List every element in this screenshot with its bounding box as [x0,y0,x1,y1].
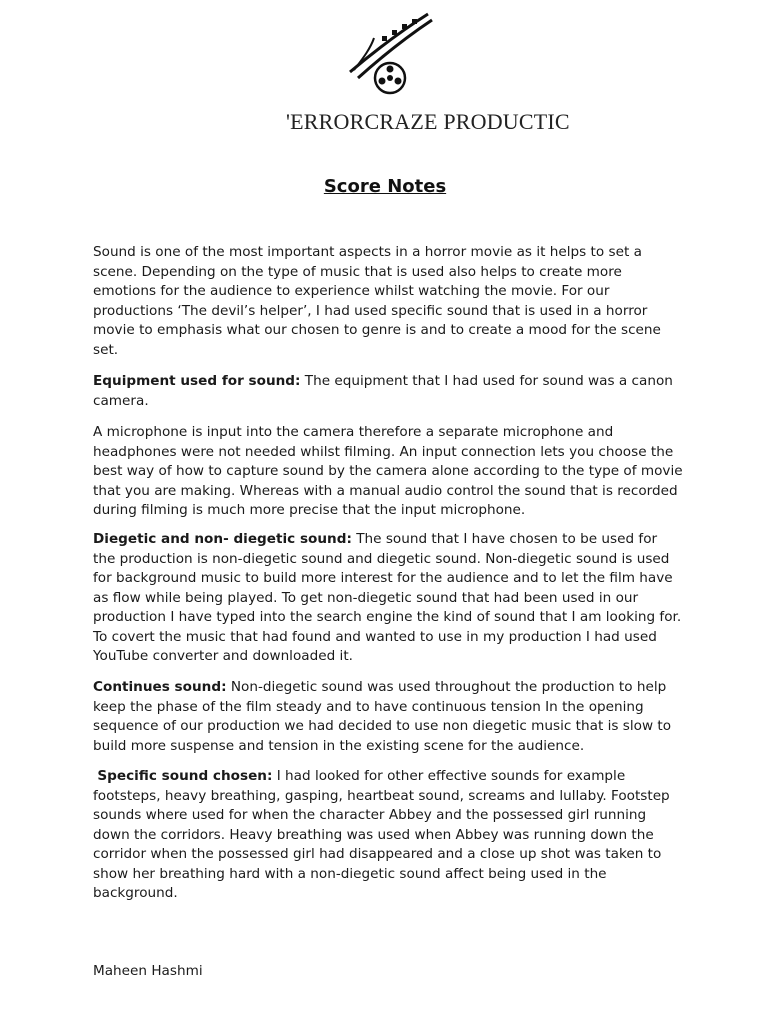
film-reel-logo-icon [340,10,440,100]
continues-paragraph [93,678,683,756]
diegetic-text: The sound that I have chosen to be used for the production is non-diegetic sound and diegetic sound. Non-diegetic sound is used for background music to build more interest for the audience and to let the film have as flow while being played. To get non-diegetic sound that had been used in our production I have typed into the search engine the kind of sound that I am looking for. To covert the music that had found and wanted to use in my production I had used YouTube converter and downloaded it. [93,531,682,664]
microphone-paragraph: A microphone is input into the camera therefore a separate microphone and headphones were not needed whilst filming. An input connection lets you choose the best way of how to capture sound by the camera alone according to the type of movie that you are making. Whereas with a manual audio control the sound that is recorded during filming is much more precise that the input microphone. [93,424,683,518]
company-name: 'ERRORCRAZE PRODUCTIC [286,109,570,134]
equipment-paragraph [93,372,683,411]
continues-text: Non-diegetic sound was used throughout the production to help keep the phase of the film steady and to have continuous tension In the opening sequence of our production we had decided to use non diegetic music that is slow to build more suspense and tension in the existing scene for the audience. [93,679,672,754]
equipment-heading: Equipment used for sound: [93,373,301,389]
intro-paragraph: Sound is one of the most important aspects in a horror movie as it helps to set a scene. Depending on the type of music that is used also helps to create more emotions for the audience to experience whilst watching the movie. For our productions ‘The devil’s helper’, I had used specific sound that is used in a horror movie to emphasis what our chosen to genre is and to create a mood for the scene set. [93,244,661,358]
author-name: Maheen Hashmi [93,963,203,979]
page-title: Score Notes [323,176,447,197]
specific-paragraph [93,767,683,904]
specific-heading: Specific sound chosen: [97,768,273,784]
continues-heading: Continues sound: [93,679,227,695]
diegetic-heading: Diegetic and non- diegetic sound: [93,531,352,547]
equipment-text: The equipment that I had used for sound was a canon camera. [93,373,673,409]
diegetic-paragraph [93,530,683,667]
specific-text: I had looked for other effective sounds for example footsteps, heavy breathing, gasping, heartbeat sound, screams and lullaby. Footstep sounds where used for when the character Abbey and the possessed girl running down the corridors. Heavy breathing was used when Abbey was running down the corridor when the possessed girl had disappeared and a close up shot was taken to show her breathing hard with a non-diegetic sound affect being used in the background. [93,768,670,901]
